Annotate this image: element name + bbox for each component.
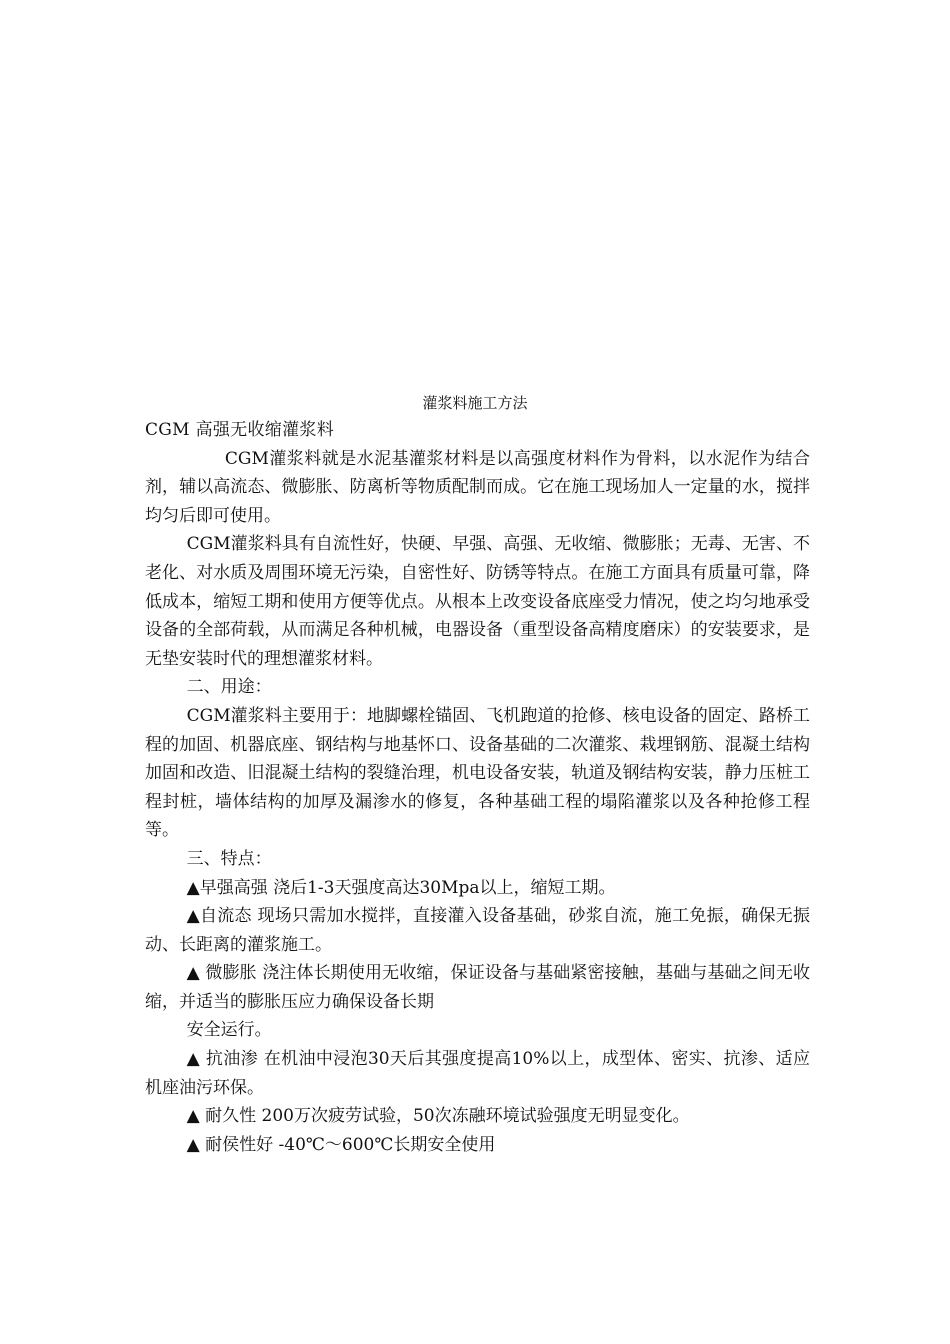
usage-paragraph: CGM灌浆料主要用于：地脚螺栓锚固、飞机跑道的抢修、核电设备的固定、路桥工程的加固、机器底座、钢结构与地基怀口、设备基础的二次灌浆、栽埋钢筋、混凝土结构加固和改造、旧混凝土结构的裂缝治理，机电设备安装，轨道及钢结构安装，静力压桩工程封桩，墙体结构的加厚及漏渗水的修复，各种基础工程的塌陷灌浆以及各种抢修工程等。: [145, 705, 810, 841]
product-subtitle: CGM 高强无收缩灌浆料: [145, 420, 334, 440]
feature-item-durability: ▲ 耐久性 200万次疲劳试验，50次冻融环境试验强度无明显变化。: [186, 1106, 690, 1127]
feature-item-micro-expansion: ▲ 微膨胀 浇注体长期使用无收缩，保证设备与基础紧密接触，基础与基础之间无收缩，并适当的膨胀压应力确保设备长期: [145, 963, 810, 1012]
feature-item-self-flowing: ▲自流态 现场只需加水搅拌，直接灌入设备基础，砂浆自流，施工免振，确保无振动、长距离的灌浆施工。: [145, 906, 810, 955]
feature-item-micro-expansion-continued: 安全运行。: [186, 1020, 272, 1041]
feature-item-oil-resistance: ▲ 抗油渗 在机油中浸泡30天后其强度提高10%以上，成型体、密实、抗渗、适应机座油污环保。: [145, 1049, 810, 1098]
document-title: 灌浆料施工方法: [422, 394, 528, 412]
usage-heading: 二、用途：: [186, 677, 272, 698]
features-heading: 三、特点：: [186, 848, 272, 869]
feature-item-early-strength: ▲早强高强 浇后1-3天强度高达30Mpa以上，缩短工期。: [186, 877, 616, 898]
document-body: [145, 416, 810, 1159]
feature-item-weather-resistance: ▲ 耐侯性好 -40℃～600℃长期安全使用: [186, 1134, 496, 1155]
intro-paragraph: CGM灌浆料就是水泥基灌浆材料是以高强度材料作为骨料，以水泥作为结合剂，辅以高流态、微膨胀、防离析等物质配制而成。它在施工现场加人一定量的水，搅拌均匀后即可使用。: [145, 448, 810, 526]
properties-paragraph: CGM灌浆料具有自流性好，快硬、早强、高强、无收缩、微膨胀；无毒、无害、不老化、对水质及周围环境无污染，自密性好、防锈等特点。在施工方面具有质量可靠，降低成本，缩短工期和使用方便等优点。从根本上改变设备底座受力情况，使之均匀地承受设备的全部荷载，从而满足各种机械，电器设备（重型设备高精度磨床）的安装要求，是无垫安装时代的理想灌浆材料。: [145, 534, 810, 669]
